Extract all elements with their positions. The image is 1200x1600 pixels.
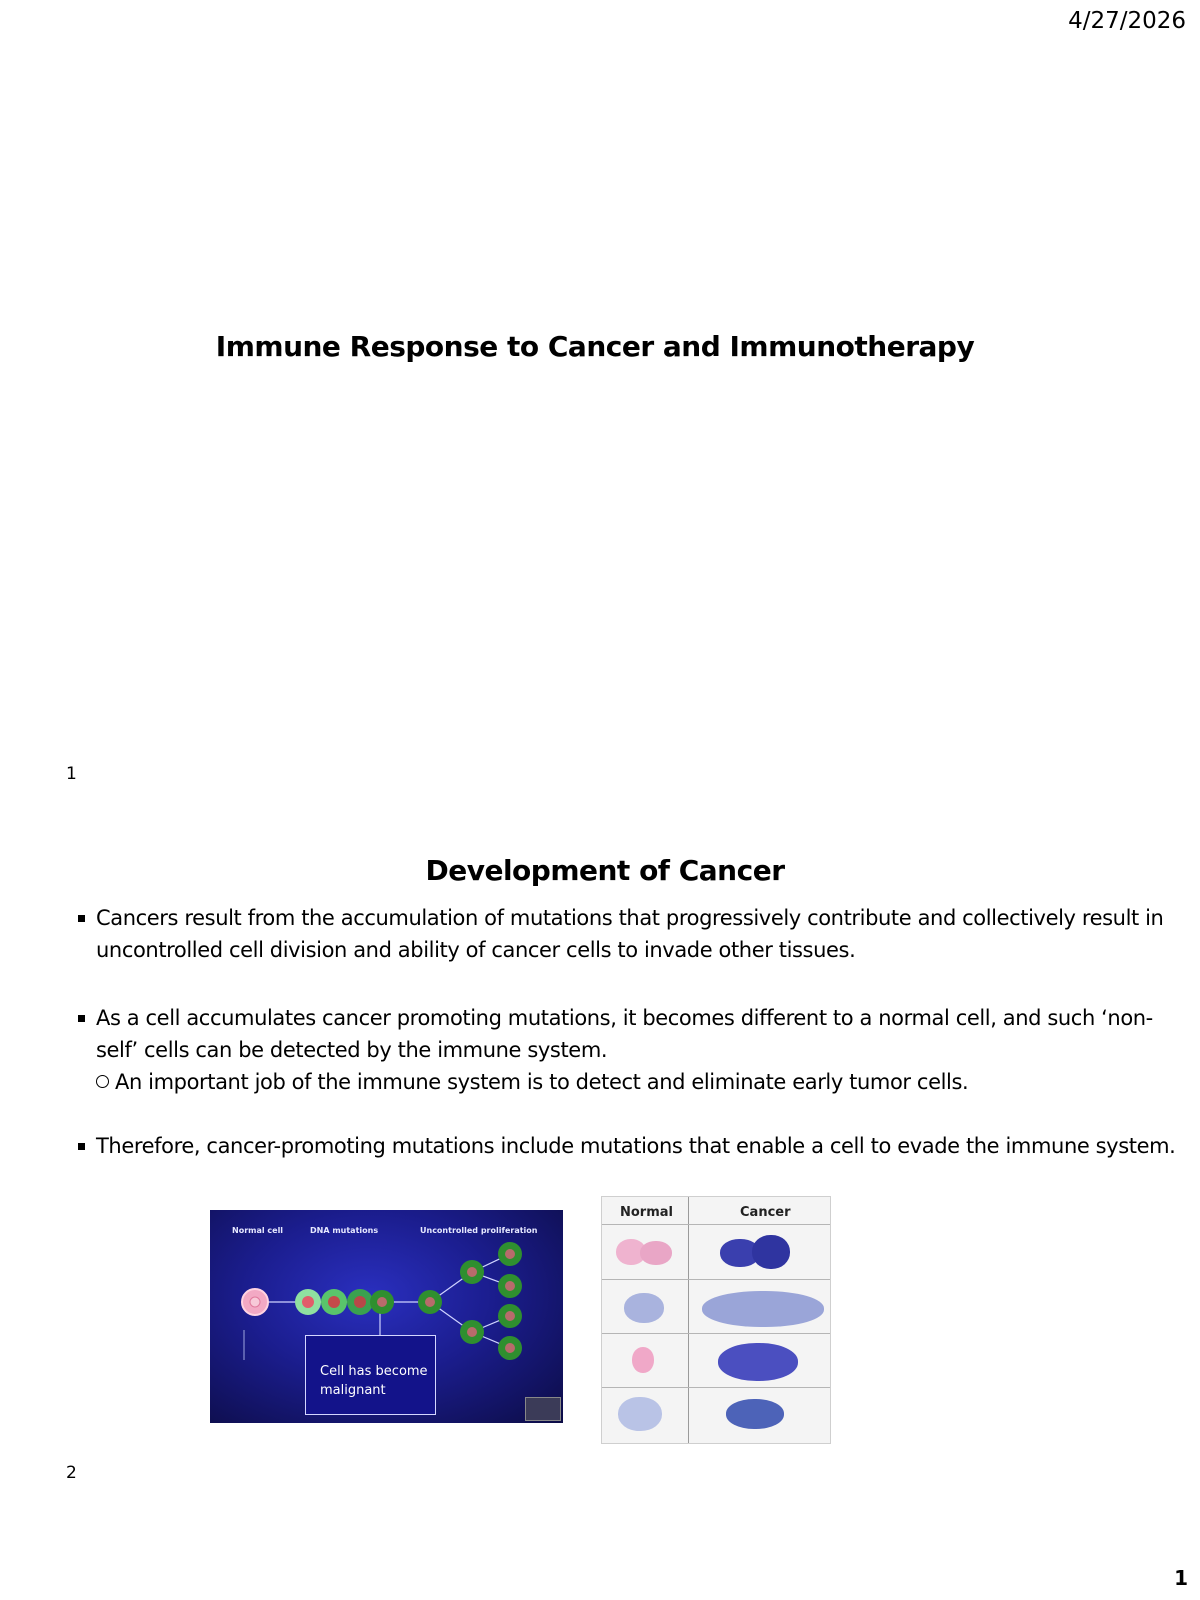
bullet-3-text: Therefore, cancer-promoting mutations include mutations that enable a cell to evade the immune system. bbox=[96, 1134, 1176, 1158]
normal-cell-image bbox=[640, 1241, 672, 1265]
normal-cell-image bbox=[624, 1293, 664, 1323]
cancer-cell-image bbox=[726, 1399, 784, 1429]
square-bullet-icon bbox=[78, 1143, 85, 1150]
slide1-title: Immune Response to Cancer and Immunotherapy bbox=[215, 330, 975, 363]
slide2-title: Development of Cancer bbox=[425, 854, 785, 887]
bullet-1-text: Cancers result from the accumulation of mutations that progressively contribute and collectively result in uncontrolled cell division and ability of cancer cells to invade other tissues. bbox=[96, 906, 1164, 962]
slide2-number: 2 bbox=[66, 1463, 77, 1483]
square-bullet-icon bbox=[78, 915, 85, 922]
figure-label-uncontrolled-proliferation: Uncontrolled proliferation bbox=[420, 1226, 538, 1235]
normal-cell-image bbox=[632, 1347, 654, 1373]
square-bullet-icon bbox=[78, 1015, 85, 1022]
institute-logo bbox=[525, 1397, 561, 1421]
column-divider bbox=[688, 1197, 689, 1443]
bullet-2 bbox=[78, 1002, 1188, 1066]
cancer-cell-image bbox=[702, 1291, 824, 1327]
slide1-number: 1 bbox=[66, 764, 77, 784]
sub-bullet bbox=[96, 1066, 1176, 1098]
normal-cell-image bbox=[618, 1397, 662, 1431]
bullet-3 bbox=[78, 1130, 1188, 1162]
column-header-cancer: Cancer bbox=[740, 1205, 791, 1220]
cancer-progression-figure bbox=[210, 1210, 563, 1423]
figure-label-normal-cell: Normal cell bbox=[232, 1226, 284, 1235]
column-header-normal: Normal bbox=[620, 1205, 673, 1220]
bullet-2-text: As a cell accumulates cancer promoting mutations, it becomes different to a normal cell, and such ‘non-self’ cells can be detected by the immune system. bbox=[96, 1006, 1153, 1062]
malignant-callout bbox=[305, 1335, 436, 1415]
cancer-cell-image bbox=[752, 1235, 790, 1269]
date: 4/27/2026 bbox=[1068, 8, 1186, 34]
malignant-callout-text: Cell has become malignant bbox=[320, 1364, 428, 1398]
row-divider bbox=[602, 1224, 830, 1225]
figure-label-dna-mutations: DNA mutations bbox=[310, 1226, 379, 1235]
circle-bullet-icon bbox=[96, 1075, 109, 1088]
bullet-1 bbox=[78, 902, 1188, 966]
sub-bullet-text: An important job of the immune system is to detect and eliminate early tumor cells. bbox=[115, 1070, 969, 1094]
page-number: 1 bbox=[1174, 1566, 1188, 1590]
row-divider bbox=[602, 1333, 830, 1334]
row-divider bbox=[602, 1387, 830, 1388]
row-divider bbox=[602, 1279, 830, 1280]
normal-vs-cancer-cells-figure bbox=[601, 1196, 831, 1444]
cancer-cell-image bbox=[718, 1343, 798, 1381]
